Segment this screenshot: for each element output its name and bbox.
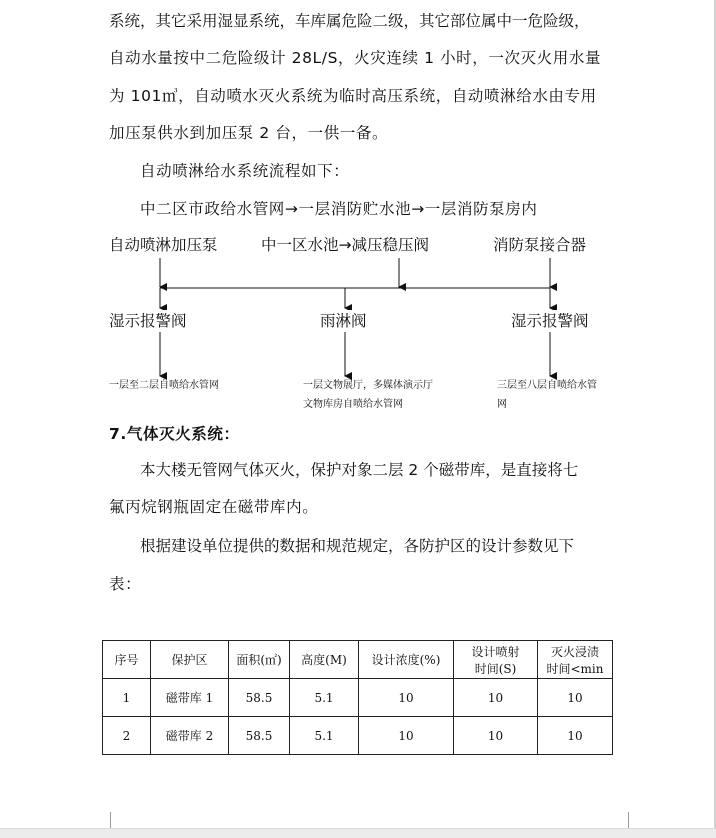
design-parameters-table [102, 640, 613, 755]
header-index: 序号 [103, 641, 151, 679]
cell-spray-time: 10 [454, 717, 538, 755]
cell-height: 5.1 [290, 717, 359, 755]
flow-intro: 自动喷淋给水系统流程如下： [140, 162, 350, 180]
section7-para2-line1: 根据建设单位提供的数据和规范规定，各防护区的设计参数见下 [140, 537, 575, 555]
table-row [103, 717, 613, 755]
header-height: 高度(M) [290, 641, 359, 679]
para1-line-2: 自动水量按中二危险级计 28L/S，火灾连续 1 小时，一次灭火用水量 [109, 49, 602, 67]
margin-corner-mark-left [86, 812, 111, 829]
cell-concentration: 10 [359, 679, 454, 717]
header-zone: 保护区 [151, 641, 229, 679]
output-mid-2: 文物库房自喷给水管网 [303, 399, 403, 410]
cell-concentration: 10 [359, 717, 454, 755]
para1-line-1: 系统，其它采用湿显系统，车库属危险二级，其它部位属中一危险级， [109, 12, 590, 30]
flow-node-connector: 消防泵接合器 [493, 236, 587, 254]
header-area: 面积(㎡) [229, 641, 290, 679]
cell-area: 58.5 [229, 717, 290, 755]
cell-spray-time: 10 [454, 679, 538, 717]
cell-soak-time: 10 [538, 717, 613, 755]
cell-zone: 磁带库 2 [151, 717, 229, 755]
header-concentration: 设计浓度(%) [359, 641, 454, 679]
flow-node-pool-valve: 中一区水池→减压稳压阀 [261, 236, 429, 254]
valve-deluge: 雨淋阀 [320, 312, 367, 330]
section7-para1-line2: 氟丙烷钢瓶固定在磁带库内。 [109, 498, 319, 516]
output-left: 一层至二层自喷给水管网 [109, 380, 219, 391]
cell-height: 5.1 [290, 679, 359, 717]
cell-soak-time: 10 [538, 679, 613, 717]
valve-wet-alarm-right: 湿示报警阀 [511, 312, 589, 330]
table-row [103, 679, 613, 717]
output-right-1: 三层至八层自喷给水管 [497, 380, 597, 391]
cell-index: 1 [103, 679, 151, 717]
para1-line-3: 为 101㎥，自动喷水灭火系统为临时高压系统，自动喷淋给水由专用 [109, 87, 597, 105]
section7-para2-line2: 表： [109, 575, 142, 593]
cell-index: 2 [103, 717, 151, 755]
para1-line-4: 加压泵供水到加压泵 2 台，一供一备。 [109, 124, 389, 142]
section7-para1-line1: 本大楼无管网气体灭火，保护对象二层 2 个磁带库，是直接将七 [140, 461, 579, 479]
output-right-2: 网 [497, 399, 507, 410]
flow-row1: 中二区市政给水管网→一层消防贮水池→一层消防泵房内 [140, 200, 538, 218]
header-soak-time: 灭火浸渍 时间<min [538, 641, 613, 679]
valve-wet-alarm-left: 湿示报警阀 [109, 312, 187, 330]
margin-corner-mark-right [628, 812, 653, 829]
header-spray-time: 设计喷射 时间(S) [454, 641, 538, 679]
cell-area: 58.5 [229, 679, 290, 717]
section7-heading: 7.气体灭火系统： [109, 425, 240, 443]
flow-node-pump: 自动喷淋加压泵 [109, 236, 218, 254]
cell-zone: 磁带库 1 [151, 679, 229, 717]
output-mid-1: 一层文物展厅，多媒体演示厅 [303, 380, 433, 391]
table-header-row [103, 641, 613, 679]
